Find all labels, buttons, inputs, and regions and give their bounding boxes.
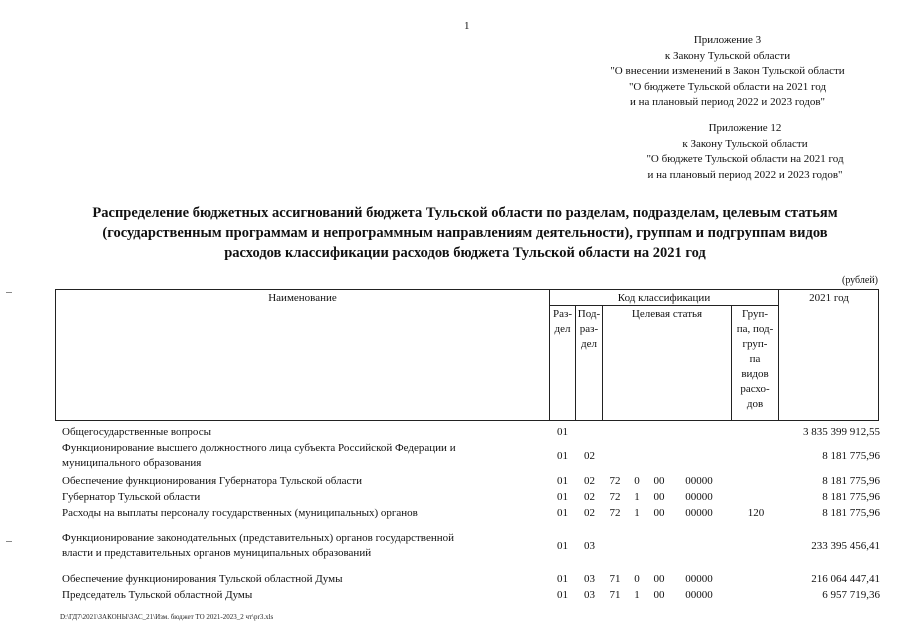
- scan-mark: [6, 292, 12, 293]
- row-target-direction: 00000: [685, 573, 713, 585]
- row-name-line: Председатель Тульской областной Думы: [62, 589, 253, 601]
- row-podrazdel: 03: [584, 540, 595, 552]
- row-name-line: Губернатор Тульской области: [62, 491, 201, 503]
- row-podrazdel: 02: [584, 507, 595, 519]
- header-group-line: груп-: [742, 338, 768, 350]
- appendix-3-line: к Закону Тульской области: [664, 49, 791, 62]
- row-amount: 233 395 456,41: [811, 540, 880, 552]
- row-target-program: 71: [609, 589, 621, 601]
- row-name: [62, 588, 537, 603]
- units-label: (рублей): [841, 275, 878, 286]
- row-target-main: 00: [653, 573, 665, 585]
- row-name: [62, 425, 537, 440]
- header-code: Код классификации: [617, 292, 711, 304]
- header-group-line: Груп-: [741, 308, 769, 320]
- appendix-12-line: к Закону Тульской области: [682, 137, 808, 150]
- row-target-direction: 00000: [685, 589, 713, 601]
- row-target-subprogram: 1: [634, 589, 640, 601]
- appendix-3-line: "О бюджете Тульской области на 2021 год: [628, 80, 827, 93]
- appendix-3-line: Приложение 3: [693, 34, 762, 46]
- header-group-line: расхо-: [740, 383, 770, 395]
- row-target-direction: 00000: [685, 507, 713, 519]
- header-year: 2021 год: [809, 292, 849, 304]
- row-name-line: Общегосударственные вопросы: [62, 426, 211, 438]
- row-target-main: 00: [653, 589, 665, 601]
- header-podrazdel-line: дел: [581, 338, 597, 350]
- row-target-direction: 00000: [685, 475, 713, 487]
- appendix-12-line: Приложение 12: [708, 122, 782, 134]
- row-amount: 8 181 775,96: [822, 507, 880, 519]
- row-razdel: 01: [557, 491, 568, 503]
- row-target-program: 72: [609, 507, 621, 519]
- row-target-main: 00: [653, 475, 665, 487]
- row-target-main: 00: [653, 507, 665, 519]
- row-target-direction: 00000: [685, 491, 713, 503]
- row-name-line: Функционирование высшего должностного лица субъекта Российской Федерации и: [62, 442, 456, 454]
- scan-mark: [6, 541, 12, 542]
- header-razdel: [550, 307, 575, 337]
- row-name-line: Расходы на выплаты персоналу государственных (муниципальных) органов: [62, 507, 418, 519]
- appendix-3-block: [590, 33, 865, 111]
- row-name-line: власти и представительных органов муниципальных образований: [62, 547, 372, 559]
- table-header: [55, 289, 879, 421]
- row-podrazdel: 02: [584, 491, 595, 503]
- row-name: [62, 474, 537, 489]
- row-amount: 8 181 775,96: [822, 450, 880, 462]
- row-amount: 8 181 775,96: [822, 475, 880, 487]
- title-line: расходов классификации расходов бюджета Тульской области на 2021 год: [224, 245, 706, 261]
- row-podrazdel: 03: [584, 589, 595, 601]
- row-name-line: Обеспечение функционирования Тульской областной Думы: [62, 573, 343, 585]
- row-expense-group: 120: [747, 507, 765, 519]
- row-target-subprogram: 0: [634, 573, 640, 585]
- header-razdel-line: Раз-: [552, 308, 572, 320]
- row-podrazdel: 02: [584, 475, 595, 487]
- header-group-line: па: [749, 353, 761, 365]
- row-name: [62, 490, 537, 505]
- header-target: Целевая статья: [631, 308, 703, 320]
- page-number: 1: [464, 20, 470, 32]
- row-target-program: 72: [609, 491, 621, 503]
- appendix-3-line: "О внесении изменений в Закон Тульской области: [610, 65, 845, 77]
- row-razdel: 01: [557, 540, 568, 552]
- header-name: Наименование: [268, 292, 337, 304]
- row-razdel: 01: [557, 426, 568, 438]
- header-razdel-line: дел: [554, 323, 571, 335]
- title-line: (государственным программам и непрограммным направлениям деятельности), группам и подгруппам видов: [102, 225, 828, 241]
- row-razdel: 01: [557, 475, 568, 487]
- title-line: Распределение бюджетных ассигнований бюджета Тульской области по разделам, подразделам, целевым статьям: [92, 205, 838, 221]
- header-group-line: дов: [746, 398, 764, 410]
- row-name: [62, 506, 537, 521]
- row-target-program: 72: [609, 475, 621, 487]
- appendix-12-block: [615, 121, 875, 183]
- row-razdel: 01: [557, 573, 568, 585]
- header-podrazdel: [576, 307, 602, 352]
- appendix-3-line: и на плановый период 2022 и 2023 годов": [629, 96, 826, 108]
- row-amount: 216 064 447,41: [811, 573, 880, 585]
- row-name-line: Функционирование законодательных (представительных) органов государственной: [62, 532, 454, 544]
- row-amount: 3 835 399 912,55: [803, 426, 880, 438]
- row-target-subprogram: 1: [634, 491, 640, 503]
- row-target-main: 00: [653, 491, 665, 503]
- row-name: [62, 531, 537, 561]
- header-podrazdel-line: раз-: [579, 323, 599, 335]
- row-name-line: муниципального образования: [62, 457, 202, 469]
- row-podrazdel: 03: [584, 573, 595, 585]
- row-razdel: 01: [557, 589, 568, 601]
- document-title: [60, 203, 870, 263]
- row-name: [62, 441, 537, 471]
- appendix-12-line: и на плановый период 2022 и 2023 годов": [647, 168, 843, 181]
- file-path-footer: D:\ГД7\2021\ЗАКОНЫ\ЗАС_21\Изм. бюджет ТО 2021-2023_2 чт\pr3.xls: [60, 613, 274, 621]
- row-podrazdel: 02: [584, 450, 595, 462]
- row-target-subprogram: 1: [634, 507, 640, 519]
- row-target-subprogram: 0: [634, 475, 640, 487]
- row-name-line: Обеспечение функционирования Губернатора Тульской области: [62, 475, 363, 487]
- header-podrazdel-line: Под-: [577, 308, 601, 320]
- row-razdel: 01: [557, 450, 568, 462]
- row-name: [62, 572, 537, 587]
- row-target-program: 71: [609, 573, 621, 585]
- header-group: [732, 307, 778, 412]
- row-razdel: 01: [557, 507, 568, 519]
- header-group-line: па, под-: [736, 323, 774, 335]
- appendix-12-line: "О бюджете Тульской области на 2021 год: [646, 153, 844, 165]
- header-group-line: видов: [741, 368, 769, 380]
- row-amount: 6 957 719,36: [822, 589, 880, 601]
- row-amount: 8 181 775,96: [822, 491, 880, 503]
